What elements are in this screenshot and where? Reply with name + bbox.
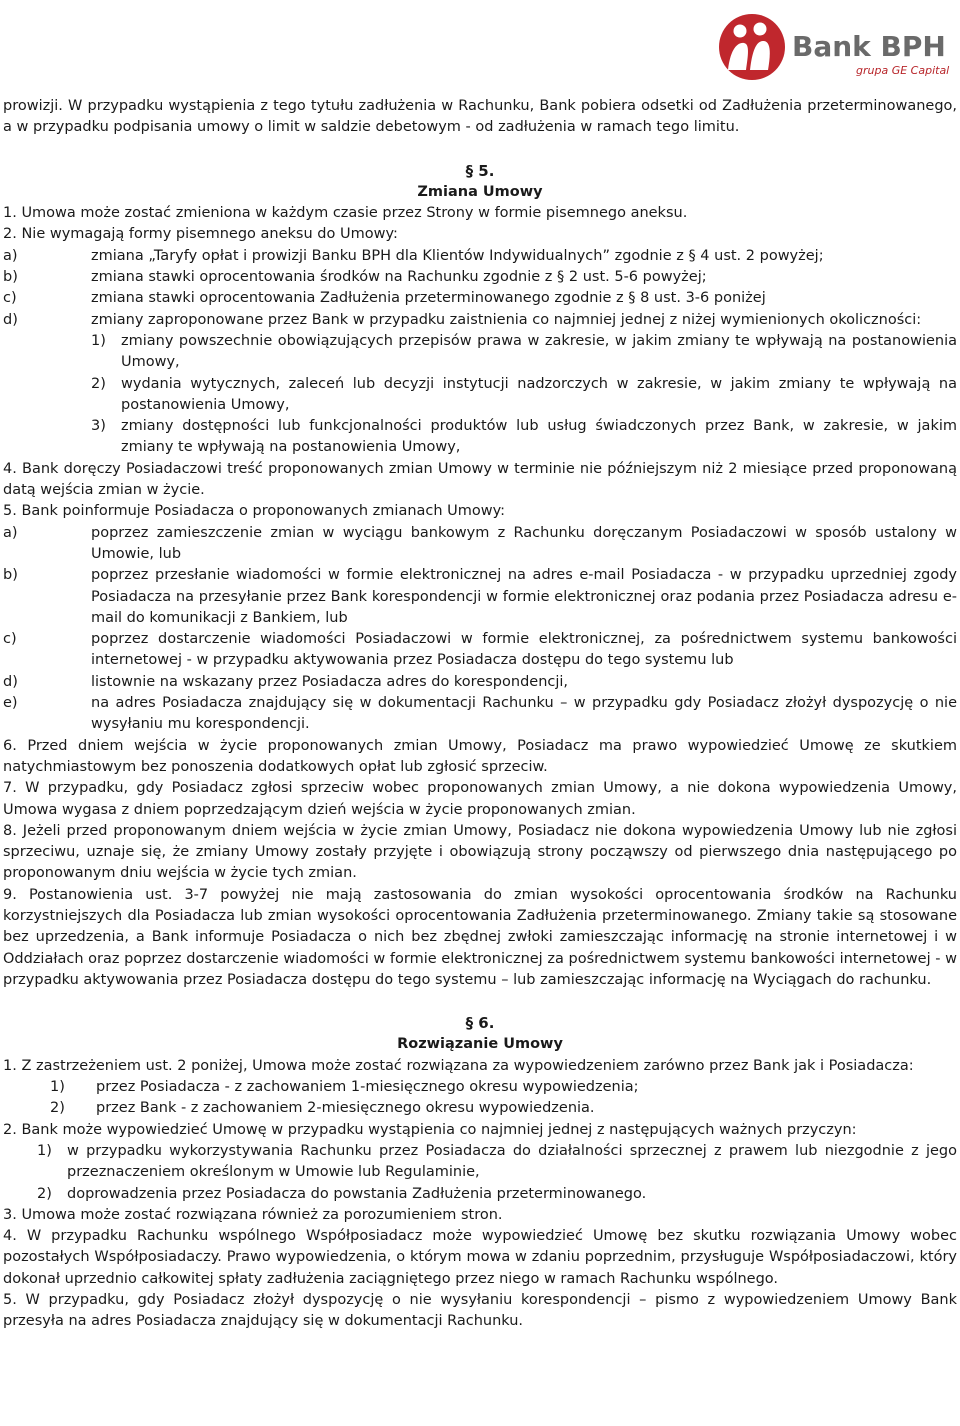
paragraph: 1. Umowa może zostać zmieniona w każdym czasie przez Strony w formie pisemnego aneksu. [3, 205, 688, 222]
list-label: 1) [37, 1142, 52, 1159]
logo-subtitle: grupa GE Capital [856, 64, 950, 77]
paragraph: 8. Jeżeli przed proponowanym dniem wejścia w życie zmian Umowy, Posiadacz nie dokona wypowiedzenia Umowy lub nie zgłosi sprzeciwu, uznaje się, że zmiany Umowy zostały przyjęte i obowiązują strony począwszy od pierwszego dnia następującego po proponowanym dniu wejścia w życie tych zmian. [3, 822, 957, 882]
paragraph: 7. W przypadku, gdy Posiadacz zgłosi sprzeciw wobec proponowanych zmian Umowy, a nie dokona wypowiedzenia Umowy, Umowa wygasa z dniem poprzedzającym dzień wejścia w życie proponowanych zmian. [3, 780, 957, 818]
list-text: zmiana „Taryfy opłat i prowizji Banku BPH dla Klientów Indywidualnych” zgodnie z § 4 ust. 2 powyżej; [91, 247, 824, 264]
section-5 [3, 161, 957, 992]
document-body [3, 96, 957, 1333]
sub-list-item [3, 416, 957, 459]
section-6 [3, 1013, 957, 1332]
section-number: § 5. [465, 161, 495, 180]
list-item [3, 1077, 957, 1098]
paragraph: 3. Umowa może zostać rozwiązana również za porozumieniem stron. [3, 1206, 503, 1223]
list-item [3, 1098, 957, 1119]
list-item [3, 310, 957, 331]
section-title: Zmiana Umowy [417, 183, 543, 200]
list-text: zmiana stawki oprocentowania Zadłużenia przeterminowanego zgodnie z § 8 ust. 3-6 poniżej [91, 290, 766, 307]
paragraph: 1. Z zastrzeżeniem ust. 2 poniżej, Umowa może zostać rozwiązana za wypowiedzeniem zarówno przez Bank jak i Posiadacza: [3, 1057, 914, 1074]
list-text: zmiana stawki oprocentowania środków na Rachunku zgodnie z § 2 ust. 5-6 powyżej; [91, 269, 707, 286]
list-text: listownie na wskazany przez Posiadacza adres do korespondencji, [91, 673, 569, 690]
list-item [3, 693, 957, 736]
list-label: e) [3, 695, 18, 712]
paragraph: 6. Przed dniem wejścia w życie proponowanych zmian Umowy, Posiadacz ma prawo wypowiedzieć Umowę ze skutkiem natychmiastowym bez ponoszenia dodatkowych opłat lub zgłosić sprzeciw. [3, 737, 957, 775]
list-text: na adres Posiadacza znajdujący się w dokumentacji Rachunku – w przypadku gdy Posiadacz złożył dyspozycję o nie wysyłaniu mu korespondencji. [91, 695, 957, 733]
sub-list-item [3, 331, 957, 374]
paragraph: 5. W przypadku, gdy Posiadacz złożył dyspozycję o nie wysyłaniu korespondencji – pismo z wypowiedzeniem Umowy Bank przesyła na adres Posiadacza znajdujący się w dokumentacji Rachunku. [3, 1292, 957, 1330]
list-item [3, 565, 957, 629]
list-item [3, 672, 957, 693]
list-label: d) [3, 673, 18, 690]
list-label: a) [3, 524, 18, 541]
list-label: d) [3, 311, 18, 328]
paragraph: 4. Bank doręczy Posiadaczowi treść proponowanych zmian Umowy w terminie nie późniejszym niż 2 miesiące przed proponowaną datą wejścia zmian w życie. [3, 460, 957, 499]
paragraph: 4. W przypadku Rachunku wspólnego Współposiadacz może wypowiedzieć Umowę bez skutku rozwiązania Umowy wobec pozostałych Współposiadaczy. Prawo wypowiedzenia, o którym mowa w zdaniu poprzednim, przysługuje Współposiadaczowi, który dokonał uprzednio całkowitej spłaty zadłużenia zaciągniętego przez niego w ramach Rachunku wspólnego. [3, 1228, 957, 1287]
list-label: 1) [91, 332, 106, 349]
list-item [3, 1184, 957, 1205]
list-label: 1) [50, 1079, 65, 1096]
list-item [3, 629, 957, 672]
section-number: § 6. [465, 1014, 495, 1033]
list-text: zmiany powszechnie obowiązujących przepisów prawa w zakresie, w jakim zmiany te wpływają na postanowienia Umowy, [121, 332, 957, 371]
bank-bph-emblem-icon [714, 12, 790, 82]
list-text: w przypadku wykorzystywania Rachunku przez Posiadacza do działalności sprzecznej z prawem lub niezgodnie z jego przeznaczeniem określonym w Umowie lub Regulaminie, [67, 1142, 957, 1181]
list-label: b) [3, 269, 18, 286]
section-title: Rozwiązanie Umowy [397, 1036, 563, 1053]
logo-bank-name: Bank BPH [792, 30, 946, 63]
list-label: 2) [91, 375, 106, 392]
list-item [3, 1141, 957, 1184]
list-text: zmiany dostępności lub funkcjonalności produktów lub usług świadczonych przez Bank, w zakresie, w jakim zmiany te wpływają na postanowienia Umowy, [121, 418, 957, 456]
list-text: przez Posiadacza - z zachowaniem 1-miesięcznego okresu wypowiedzenia; [96, 1079, 639, 1096]
paragraph: 2. Bank może wypowiedzieć Umowę w przypadku wystąpienia co najmniej jednej z następujących ważnych przyczyn: [3, 1121, 857, 1138]
list-text: poprzez zamieszczenie zmian w wyciągu bankowym z Rachunku doręczanym Posiadaczowi w sposób ustalony w Umowie, lub [91, 524, 957, 562]
intro-paragraph: prowizji. W przypadku wystąpienia z tego tytułu zadłużenia w Rachunku, Bank pobiera odsetki od Zadłużenia przeterminowanego, a w przypadku podpisania umowy o limit w saldzie debetowym - od zadłużenia w ramach tego limitu. [3, 98, 957, 136]
paragraph: 9. Postanowienia ust. 3-7 powyżej nie mają zastosowania do zmian wysokości oprocentowania środków na Rachunku korzystniejszych dla Posiadacza lub zmian wysokości oprocentowania Zadłużenia przeterminowanego. Zmiany takie są stosowane bez uprzedzenia, a Bank informuje Posiadacza o nich bez zbędnej zwłoki zamieszczając informację na stronie internetowej i w Oddziałach oraz poprzez dostarczenie wiadomości w formie elektronicznej za pośrednictwem systemu bankowości internetowej - w przypadku aktywowania przez Posiadacza dostępu do tego systemu – lub zamieszczając informację na Wyciągach do rachunku. [3, 886, 957, 988]
list-label: c) [3, 290, 17, 307]
bank-logo [714, 12, 950, 82]
list-text: doprowadzenia przez Posiadacza do powstania Zadłużenia przeterminowanego. [67, 1185, 647, 1202]
list-item [3, 267, 957, 288]
paragraph: 5. Bank poinformuje Posiadacza o proponowanych zmianach Umowy: [3, 503, 506, 520]
list-item [3, 288, 957, 309]
list-label: b) [3, 567, 18, 584]
sub-list-item [3, 374, 957, 417]
list-item [3, 523, 957, 566]
list-text: poprzez przesłanie wiadomości w formie elektronicznej na adres e-mail Posiadacza - w przypadku uprzedniej zgody Posiadacza na przesyłanie przez Bank korespondencji w formie elektronicznej oraz podania przez Posiadacza adresu e-mail do komunikacji z Bankiem, lub [91, 567, 957, 626]
list-text: wydania wytycznych, zaleceń lub decyzji instytucji nadzorczych w zakresie, w jakim zmiany te wpływają na postanowienia Umowy, [121, 375, 957, 413]
list-label: a) [3, 247, 18, 264]
list-label: 2) [50, 1100, 65, 1117]
list-text: zmiany zaproponowane przez Bank w przypadku zaistnienia co najmniej jednej z niżej wymienionych okoliczności: [91, 311, 922, 328]
list-text: przez Bank - z zachowaniem 2-miesięcznego okresu wypowiedzenia. [96, 1100, 595, 1117]
list-label: 3) [91, 418, 106, 435]
list-item [3, 246, 957, 267]
list-label: 2) [37, 1185, 52, 1202]
list-label: c) [3, 631, 17, 648]
list-text: poprzez dostarczenie wiadomości Posiadaczowi w formie elektronicznej, za pośrednictwem systemu bankowości internetowej - w przypadku aktywowania przez Posiadacza dostępu do tego systemu lub [91, 631, 957, 669]
paragraph: 2. Nie wymagają formy pisemnego aneksu do Umowy: [3, 226, 398, 243]
